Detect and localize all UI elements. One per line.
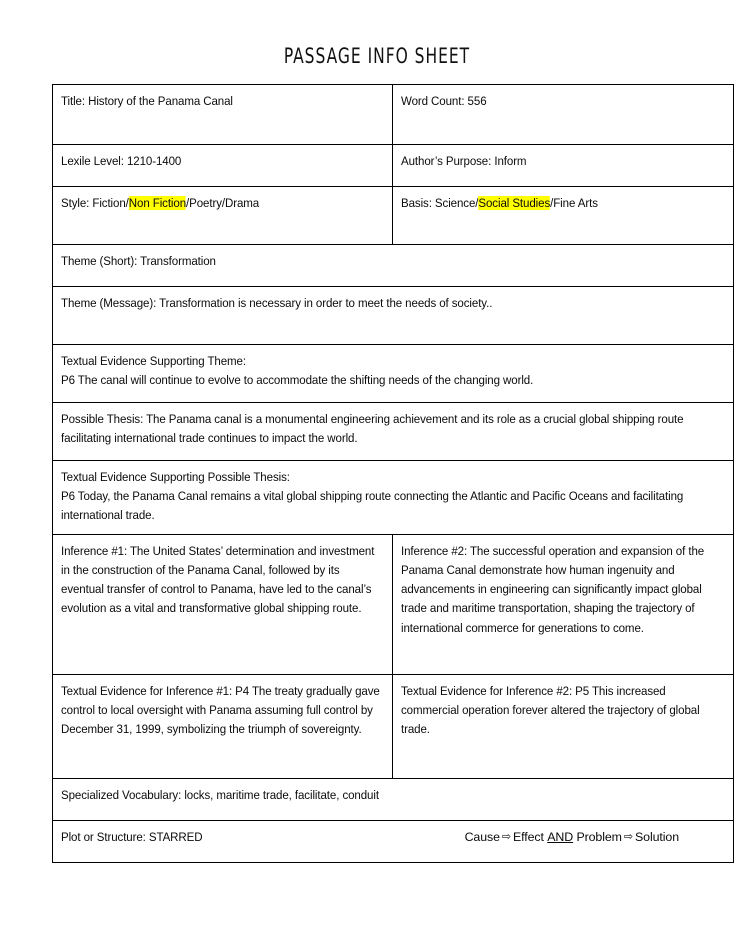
page-title: PASSAGE INFO SHEET (283, 44, 471, 68)
cell-evidence-theme (53, 345, 734, 403)
style-text (61, 194, 384, 213)
inference-1-text: Inference #1: The United States’ determination and investment in the construction of the Panama Canal, followed by its eventual transfer of control to Panama, have led to the canal’s evolution as a vital and transformative global shipping route. (61, 543, 375, 616)
lexile-level-text: Lexile Level: 1210-1400 (61, 154, 182, 168)
evidence-theme-body: P6 The canal will continue to evolve to accommodate the shifting needs of the changing world. (61, 373, 534, 388)
word-count-text: Word Count: 556 (401, 94, 487, 108)
evidence-inference-1-text: Textual Evidence for Inference #1: P4 The treaty gradually gave control to local oversight with Panama assuming full control by December 31, 1999, symbolizing the triumph of sovereignty. (61, 683, 380, 737)
table-row-vocabulary (53, 778, 734, 820)
specialized-vocabulary-text: Specialized Vocabulary: locks, maritime trade, facilitate, conduit (61, 787, 379, 802)
table-row-title-wordcount (53, 85, 734, 145)
cell-inference-2 (393, 534, 734, 674)
cell-title (53, 85, 393, 145)
plot-option-and: AND (547, 829, 574, 844)
evidence-theme-label: Textual Evidence Supporting Theme: (61, 354, 246, 368)
plot-option-solution: Solution (635, 829, 679, 844)
evidence-thesis-label: Textual Evidence Supporting Possible Thesis: (61, 470, 290, 484)
cell-specialized-vocabulary (53, 778, 734, 820)
table-row-theme-short (53, 245, 734, 287)
cell-evidence-inference-2 (393, 674, 734, 778)
table-row-lexile-purpose (53, 145, 734, 187)
inference-2-text: Inference #2: The successful operation and expansion of the Panama Canal demonstrate how human ingenuity and advancements in engineering can significantly impact global trade and maritime transportation, shaping the trajectory of international commerce for generations to come. (401, 543, 705, 635)
basis-suffix: /Fine Arts (550, 196, 598, 210)
basis-prefix: Basis: Science/ (401, 196, 479, 210)
authors-purpose-text: Author’s Purpose: Inform (401, 154, 527, 168)
style-prefix: Style: Fiction/ (61, 196, 129, 210)
plot-option-problem: Problem (576, 829, 622, 844)
evidence-thesis-body: P6 Today, the Panama Canal remains a vital global shipping route connecting the Atlantic and Pacific Oceans and facilitating international trade. (61, 489, 684, 523)
table-row-plot-structure (53, 820, 734, 862)
cell-inference-1 (53, 534, 393, 674)
style-suffix: /Poetry/Drama (186, 196, 260, 210)
cell-theme-short (53, 245, 734, 287)
cell-word-count (393, 85, 734, 145)
plot-structure-label: Plot or Structure: STARRED (61, 829, 203, 844)
evidence-inference-2-text: Textual Evidence for Inference #2: P5 This increased commercial operation forever altered the trajectory of global trade. (401, 683, 700, 737)
title-text: Title: History of the Panama Canal (61, 94, 233, 108)
cell-authors-purpose (393, 145, 734, 187)
table-row-evidence-inferences (53, 674, 734, 778)
table-row-theme-message (53, 287, 734, 345)
cell-evidence-thesis (53, 461, 734, 535)
cell-plot-structure (53, 820, 734, 862)
plot-structure-options (465, 828, 725, 847)
table-row-evidence-theme (53, 345, 734, 403)
cell-style (53, 187, 393, 245)
plot-option-effect: Effect (513, 829, 544, 844)
basis-text (401, 194, 725, 213)
table-row-style-basis (53, 187, 734, 245)
plot-option-cause: Cause (464, 829, 500, 844)
style-highlight: Non Fiction (128, 196, 187, 210)
table-row-evidence-thesis (53, 461, 734, 535)
theme-message-text: Theme (Message): Transformation is necessary in order to meet the needs of society.. (61, 296, 493, 310)
cell-possible-thesis (53, 403, 734, 461)
possible-thesis-text: Possible Thesis: The Panama canal is a monumental engineering achievement and its role as a crucial global shipping route facilitating international trade continues to impact the world. (61, 412, 684, 446)
passage-info-table (52, 84, 734, 863)
cell-lexile-level (53, 145, 393, 187)
table-row-inferences (53, 534, 734, 674)
basis-highlight: Social Studies (478, 196, 551, 210)
table-row-possible-thesis (53, 403, 734, 461)
cell-basis (393, 187, 734, 245)
theme-short-text: Theme (Short): Transformation (61, 254, 216, 268)
right-arrow-icon-2: ⇨ (623, 830, 634, 843)
right-arrow-icon: ⇨ (501, 830, 512, 843)
plot-structure-row (61, 828, 725, 847)
cell-theme-message (53, 287, 734, 345)
cell-evidence-inference-1 (53, 674, 393, 778)
